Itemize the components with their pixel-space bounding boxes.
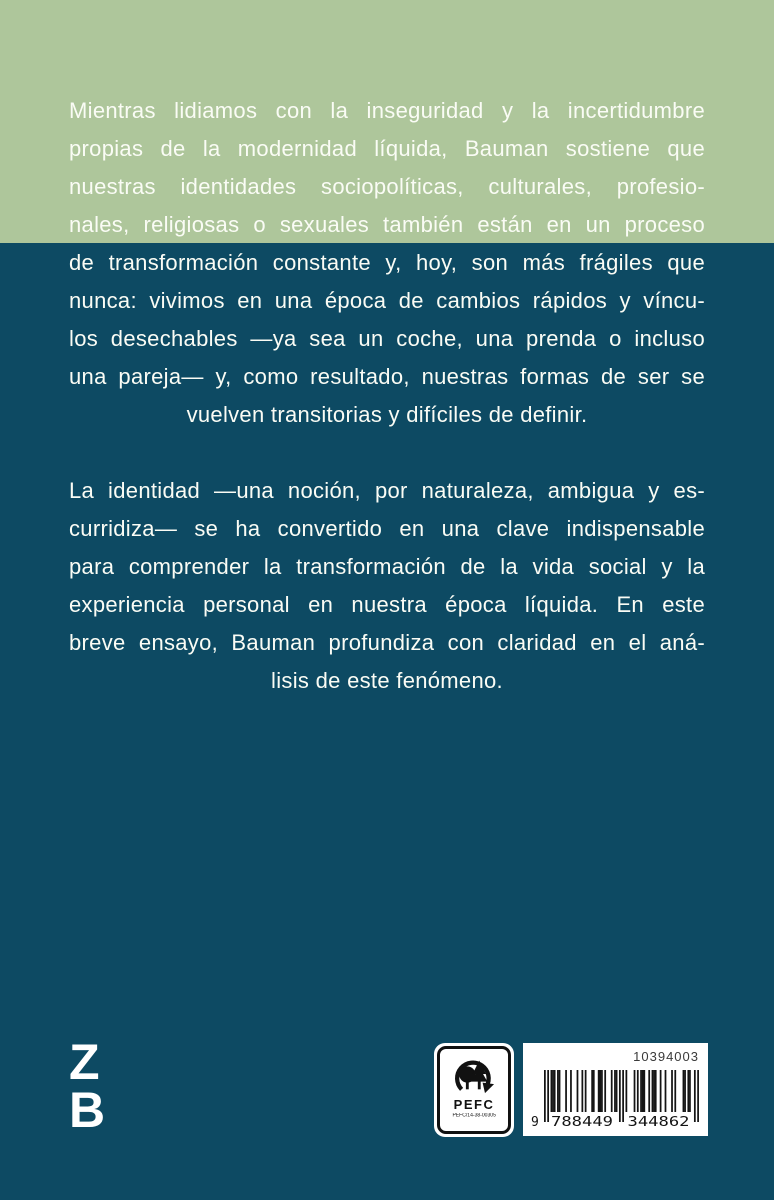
barcode-panel: [523, 1043, 708, 1136]
synopsis-paragraph: [69, 472, 705, 700]
pefc-code: PEFC/14-38-00305: [452, 1113, 496, 1119]
isbn-left-digits: 788449: [550, 1115, 613, 1128]
synopsis: [69, 92, 705, 700]
text-line: nuestras identidades sociopolíticas, culturales, profesio-: [69, 174, 705, 199]
ean13-barcode: [530, 1070, 702, 1128]
text-line: nales, religiosas o sexuales también están en un proceso: [69, 212, 705, 237]
logo-letter-z: Z: [69, 1034, 100, 1090]
text-line: experiencia personal en nuestra época líquida. En este: [69, 592, 705, 617]
pefc-frame: [437, 1046, 511, 1134]
text-line: Mientras lidiamos con la inseguridad y la incertidumbre: [69, 98, 705, 123]
text-line: curridiza— se ha convertido en una clave indispensable: [69, 516, 705, 541]
text-line: lisis de este fenómeno.: [271, 668, 503, 693]
text-line: vuelven transitorias y difíciles de definir.: [186, 402, 588, 427]
text-line: nunca: vivimos en una época de cambios rápidos y víncu-: [69, 288, 705, 313]
isbn-prefix-digit: 9: [530, 1115, 539, 1128]
text-line: los desechables —ya sea un coche, una prenda o incluso: [69, 326, 705, 351]
text-line: una pareja— y, como resultado, nuestras formas de ser se: [69, 364, 705, 389]
text-line: breve ensayo, Bauman profundiza con claridad en el aná-: [69, 630, 705, 655]
publisher-logo: [69, 1034, 106, 1138]
pefc-certification-mark: [434, 1043, 514, 1137]
synopsis-paragraph: [69, 92, 705, 434]
pefc-logo-icon: [451, 1054, 497, 1096]
text-line: para comprender la transformación de la vida social y la: [69, 554, 705, 579]
text-line: La identidad —una noción, por naturaleza, ambigua y es-: [69, 478, 705, 503]
isbn-right-digits: 344862: [627, 1115, 689, 1128]
logo-letter-b: B: [69, 1082, 106, 1138]
text-line: de transformación constante y, hoy, son más frágiles que: [69, 250, 705, 275]
product-code: 10394003: [633, 1049, 699, 1064]
pefc-label: PEFC: [453, 1097, 495, 1112]
text-line: propias de la modernidad líquida, Bauman sostiene que: [69, 136, 705, 161]
